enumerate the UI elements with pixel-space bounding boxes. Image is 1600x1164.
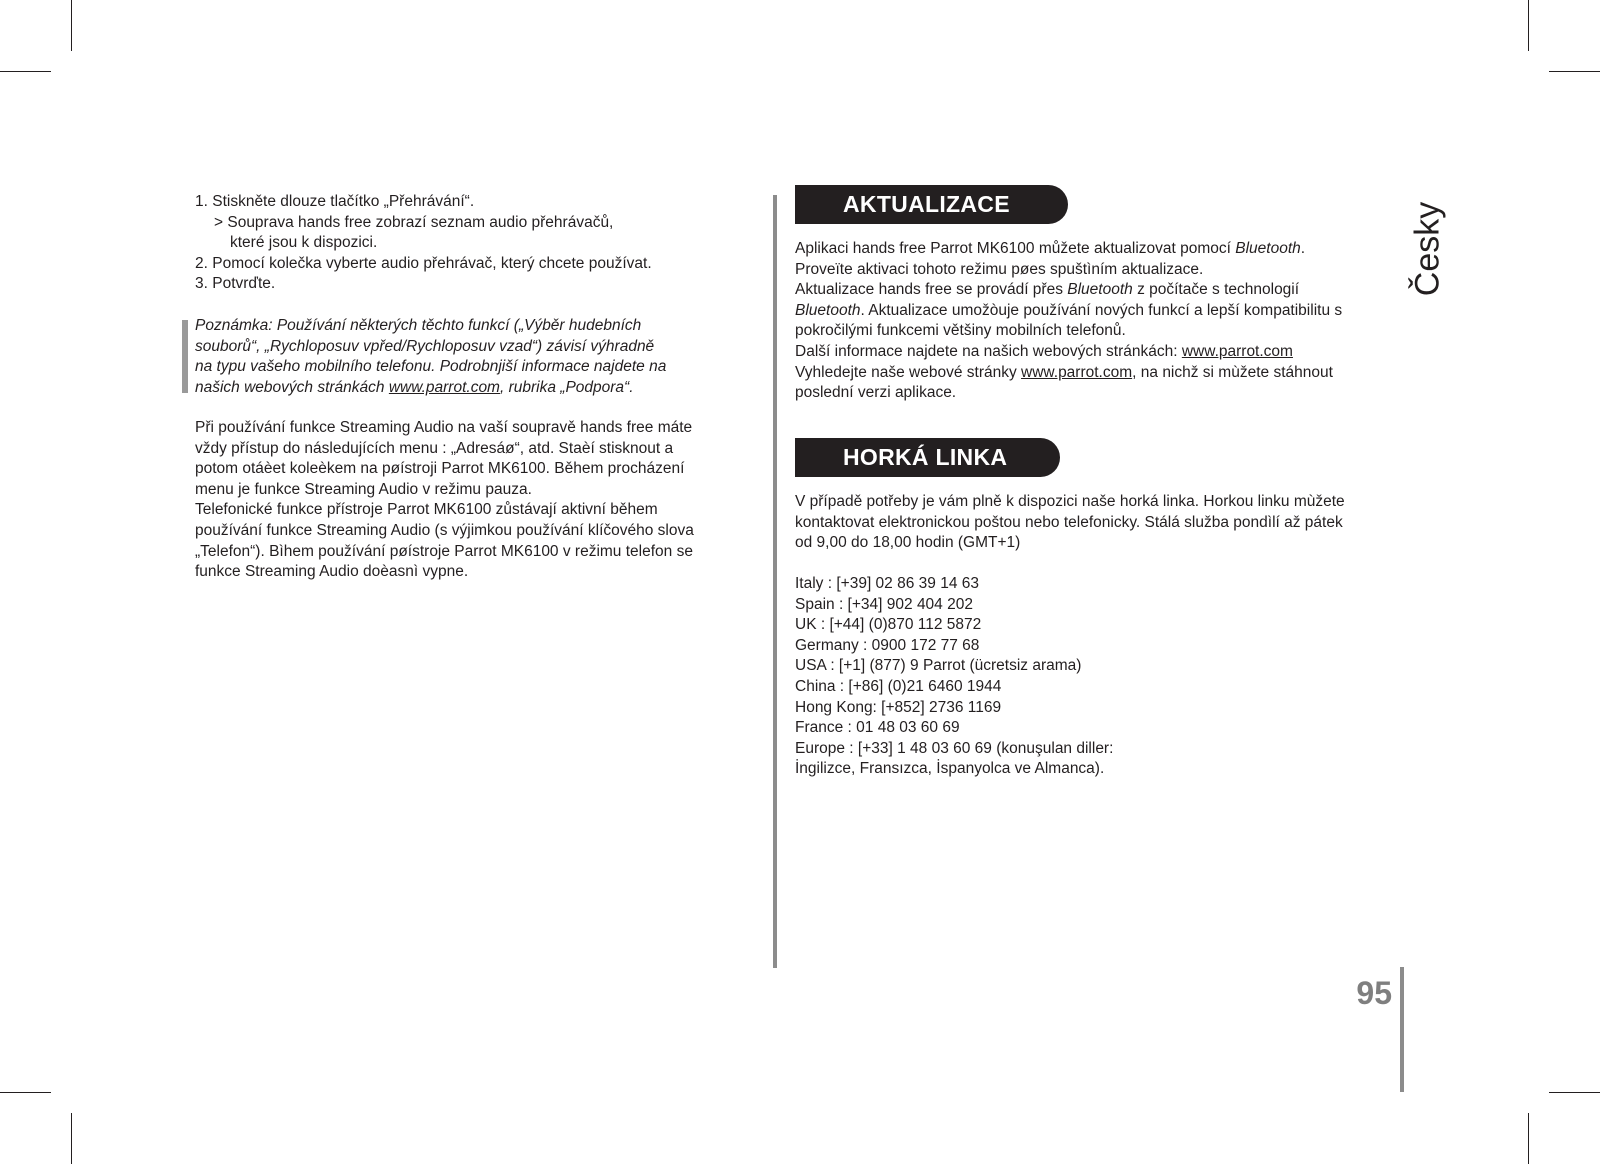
bluetooth-term: Bluetooth: [795, 301, 861, 319]
update-text: [795, 239, 1405, 404]
parrot-website-link[interactable]: www.parrot.com: [388, 378, 500, 396]
hotline-line: od 9,00 do 18,00 hodin (GMT+1): [795, 534, 1021, 552]
crop-mark: [1528, 0, 1529, 51]
update-line: [795, 363, 1405, 384]
hotline-intro: [795, 492, 1405, 554]
step-1: 1. Stiskněte dlouze tlačítko „Přehrávání“.: [195, 193, 475, 210]
crop-mark: [0, 1092, 51, 1093]
paragraph-line: používání funkce Streaming Audio (s výjimkou používání klíčového slova: [195, 521, 694, 539]
hotline-number: İngilizce, Fransızca, İspanyolca ve Almanca).: [795, 760, 1105, 778]
step-2: 2. Pomocí kolečka vyberte audio přehrávač, který chcete používat.: [195, 254, 652, 272]
paragraph-line: Při používání funkce Streaming Audio na vaší soupravě hands free máte: [195, 419, 693, 436]
paragraph-line: menu je funkce Streaming Audio v režimu pauza.: [195, 480, 532, 498]
update-text-span: Aktualizace hands free se provádí přes: [795, 281, 1068, 299]
page-number: 95: [1356, 975, 1392, 1011]
crop-mark: [1528, 1113, 1529, 1164]
update-line: [795, 342, 1405, 363]
hotline-number: France : 01 48 03 60 69: [795, 719, 960, 737]
hotline-line: V případě potřeby je vám plně k dispozici naše horká linka. Horkou linku mùžete: [795, 493, 1345, 510]
language-tab: [1400, 195, 1456, 303]
hotline-heading: HORKÁ LINKA: [795, 438, 1060, 477]
page-number-rule: [1400, 967, 1404, 1092]
update-text-span: Aplikaci hands free Parrot MK6100 můžete aktualizovat pomocí: [795, 240, 1236, 257]
note-line: Poznámka: Používání některých těchto funkcí („Výběr hudebních: [195, 317, 642, 334]
parrot-website-link[interactable]: www.parrot.com: [1021, 363, 1133, 381]
note-text: , rubrika „Podpora“.: [499, 378, 634, 396]
parrot-website-link[interactable]: www.parrot.com: [1181, 342, 1293, 360]
update-line: [795, 280, 1405, 301]
crop-mark: [71, 0, 72, 51]
update-text-span: .: [1300, 240, 1306, 257]
bluetooth-term: Bluetooth: [1235, 240, 1301, 257]
hotline-number: Hong Kong: [+852] 2736 1169: [795, 698, 1002, 716]
update-text-span: Další informace najdete na našich webových stránkách:: [795, 342, 1182, 360]
note-text: našich webových stránkách: [195, 378, 389, 396]
note-block: [195, 316, 755, 398]
hotline-numbers: [795, 574, 1405, 780]
bluetooth-term: Bluetooth: [1067, 281, 1133, 299]
update-line: [795, 239, 1405, 260]
streaming-audio-paragraph: [195, 418, 755, 583]
column-divider: [773, 195, 777, 968]
update-line: [795, 301, 1405, 322]
note-line: [195, 378, 755, 399]
note-line: souborů“, „Rychloposuv vpřed/Rychloposuv vzad“) závisí výhradně: [195, 337, 655, 355]
language-label: Česky: [1408, 201, 1447, 297]
update-text-span: Vyhledejte naše webové stránky: [795, 363, 1022, 381]
step-3: 3. Potvrďte.: [195, 275, 276, 293]
hotline-number: USA : [+1] (877) 9 Parrot (ücretsiz arama): [795, 657, 1082, 675]
steps-list: [195, 192, 755, 295]
paragraph-line: Telefonické funkce přístroje Parrot MK6100 zůstávají aktivní během: [195, 501, 658, 519]
crop-mark: [1549, 1092, 1600, 1093]
step-1-result-cont: které jsou k dispozici.: [230, 234, 378, 252]
update-line: poslední verzi aplikace.: [795, 384, 957, 402]
hotline-number: China : [+86] (0)21 6460 1944: [795, 677, 1002, 695]
paragraph-line: funkce Streaming Audio doèasnì vypne.: [195, 563, 469, 581]
crop-mark: [1549, 71, 1600, 72]
hotline-number: Europe : [+33] 1 48 03 60 69 (konuşulan diller:: [795, 739, 1114, 757]
hotline-line: kontaktovat elektronickou poštou nebo telefonicky. Stálá služba pondìlí až pátek: [795, 513, 1343, 531]
note-line: na typu vašeho mobilního telefonu. Podrobnjiší informace najdete na: [195, 358, 667, 376]
step-1-result: > Souprava hands free zobrazí seznam audio přehrávačů,: [214, 213, 614, 231]
paragraph-line: „Telefon“). Bìhem používání pøístroje Parrot MK6100 v režimu telefon se: [195, 542, 693, 560]
paragraph-line: potom otáèet koleèkem na pøístroji Parrot MK6100. Během procházení: [195, 460, 685, 478]
update-line: pokročilými funkcemi většiny mobilních telefonů.: [795, 322, 1126, 340]
hotline-number: UK : [+44] (0)870 112 5872: [795, 616, 982, 634]
paragraph-line: vždy přístup do následujících menu : „Adresáø“, atd. Staèí stisknout a: [195, 439, 674, 457]
update-text-span: . Aktualizace umožòuje používání nových funkcí a lepší kompatibilitu s: [860, 301, 1343, 319]
crop-mark: [71, 1113, 72, 1164]
update-text-span: , na nichž si mùžete stáhnout: [1132, 363, 1333, 381]
update-text-span: z počítače s technologií: [1132, 281, 1300, 299]
note-marker-bar: [182, 320, 188, 393]
hotline-number: Germany : 0900 172 77 68: [795, 636, 980, 654]
crop-mark: [0, 71, 51, 72]
hotline-number: Italy : [+39] 02 86 39 14 63: [795, 575, 979, 592]
hotline-number: Spain : [+34] 902 404 202: [795, 595, 973, 613]
update-heading: AKTUALIZACE: [795, 185, 1068, 224]
update-line: Proveïte aktivaci tohoto režimu pøes spuštìním aktualizace.: [795, 260, 1204, 278]
